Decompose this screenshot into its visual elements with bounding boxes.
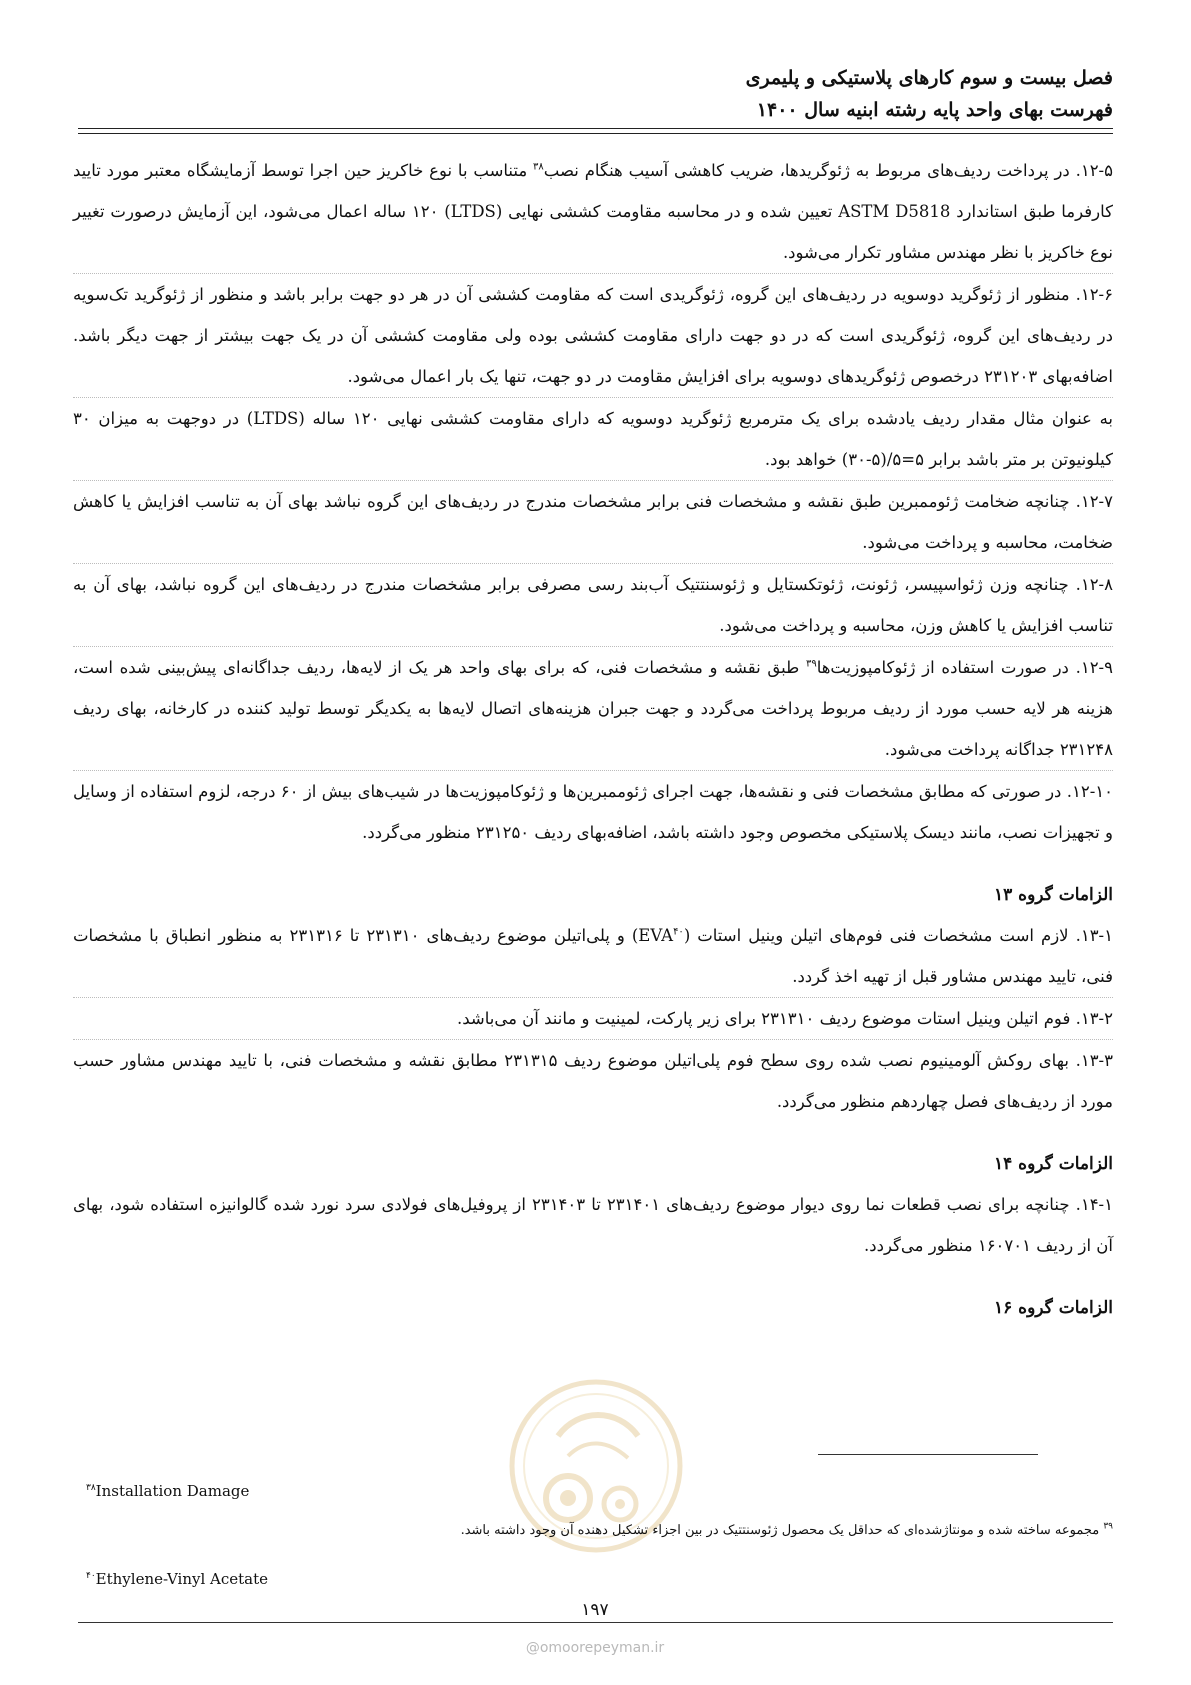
footnote-ref-40: ۴۰ [673,926,684,938]
paragraph-12-5: ۱۲-۵. در پرداخت ردیف‌های مربوط به ژئوگریدها، ضریب کاهشی آسیب هنگام نصب$^{۳۸}$ متناسب با نوع خاکریز حین اجرا توسط آزمایشگاه معتبر مورد تایید کارفرما طبق استاندارد ASTM D5818 تعیین شده و در محاسبه مقاومت کششی نهایی (LTDS) ۱۲۰ ساله اعمال می‌شود، این آزمایش درصورت تغییر نوع خاکریز با نظر مهندس مشاور تکرار می‌شود. [73,161,1113,262]
paragraph-13-1: ۱۳-۱. لازم است مشخصات فنی فوم‌های اتیلن وینیل استات (EVA$^{۴۰}$) و پلی‌اتیلن موضوع ردیف‌های ۲۳۱۳۱۰ تا ۲۳۱۳۱۶ به منظور انطباق با مشخصات فنی، تایید مهندس مشاور قبل از تهیه اخذ گردد. [73,926,1113,986]
chapter-title: فصل بیست و سوم کارهای پلاستیکی و پلیمری [745,67,1113,89]
section-heading-group-13: الزامات گروه ۱۳ [994,885,1113,905]
paragraph-14-1: ۱۴-۱. چنانچه برای نصب قطعات نما روی دیوار موضوع ردیف‌های ۲۳۱۴۰۱ تا ۲۳۱۴۰۳ از پروفیل‌های فولادی سرد نورد شده گالوانیزه استفاده شود، بهای آن از ردیف ۱۶۰۷۰۱ منظور می‌گردد. [73,1195,1113,1255]
paragraph-example: به عنوان مثال مقدار ردیف یادشده برای یک مترمربع ژئوگرید دوسویه که دارای مقاومت کششی نهایی ۱۲۰ ساله (LTDS) در دوجهت به میزان ۳۰ کیلونیوتن بر متر باشد برابر ۵=۵/(۵-۳۰) خواهد بود. [73,397,1113,480]
footer-rule [78,1622,1113,1623]
paragraph-13-2: ۱۳-۲. فوم اتیلن وینیل استات موضوع ردیف ۲۳۱۳۱۰ برای زیر پارکت، لمینیت و مانند آن می‌باشد. [73,997,1113,1039]
header-rule-bottom [78,133,1113,134]
section-heading-group-14: الزامات گروه ۱۴ [994,1154,1113,1174]
footnote-38: $^{۳۸}$Installation Damage [86,1482,250,1500]
paragraph-13-3: ۱۳-۳. بهای روکش آلومینیوم نصب شده روی سطح فوم پلی‌اتیلن موضوع ردیف ۲۳۱۳۱۵ مطابق نقشه و مشخصات فنی، با تایید مهندس مشاور حسب مورد از ردیف‌های فصل چهاردهم منظور می‌گردد. [73,1039,1113,1122]
paragraph-12-6: ۱۲-۶. منظور از ژئوگرید دوسویه در ردیف‌های این گروه، ژئوگریدی است که مقاومت کششی آن در هر دو جهت برابر باشد و منظور از ژئوگرید تک‌سویه در ردیف‌های این گروه، ژئوگریدی است که در دو جهت دارای مقاومت کششی بوده ولی مقاومت کششی آن در یک جهت بیشتر از جهت دیگر باشد. اضافه‌بهای ۲۳۱۲۰۳ درخصوص ژئوگریدهای دوسویه برای افزایش مقاومت در دو جهت، تنها یک بار اعمال می‌شود. [73,273,1113,397]
footnote-40: $^{۴۰}$Ethylene-Vinyl Acetate [86,1570,269,1588]
page-header [73,62,1113,126]
website-watermark: @omoorepeyman.ir [525,1640,665,1656]
paragraph-12-8: ۱۲-۸. چنانچه وزن ژئواسپیسر، ژئونت، ژئوتکستایل و ژئوسنتتیک آب‌بند رسی مصرفی برابر مشخصات مندرج در ردیف‌های این گروه نباشد، بهای آن به تناسب افزایش یا کاهش وزن، محاسبه و پرداخت می‌شود. [73,563,1113,646]
header-rule-top [78,128,1113,129]
paragraph-12-10: ۱۲-۱۰. در صورتی که مطابق مشخصات فنی و نقشه‌ها، جهت اجرای ژئوممبرین‌ها و ژئوکامپوزیت‌ها در شیب‌های بیش از ۶۰ درجه، لزوم استفاده از وسایل و تجهیزات نصب، مانند دیسک پلاستیکی مخصوص وجود داشته باشد، اضافه‌بهای ردیف ۲۳۱۲۵۰ منظور می‌گردد. [73,770,1113,853]
price-list-title: فهرست بهای واحد پایه رشته ابنیه سال ۱۴۰۰ [756,99,1113,121]
page-number: ۱۹۷ [581,1600,609,1620]
footnote-rule [818,1454,1038,1455]
section-heading-group-16: الزامات گروه ۱۶ [994,1298,1113,1318]
footnote-ref-39: ۳۹ [805,658,817,670]
paragraph-12-9: ۱۲-۹. در صورت استفاده از ژئوکامپوزیت‌ها$^{۳۹}$ طبق نقشه و مشخصات فنی، که برای بهای واحد هر یک از لایه‌ها، ردیف جداگانه‌ای پیش‌بینی شده است، هزینه هر لایه حسب مورد از ردیف مربوط پرداخت می‌گردد و جهت جبران هزینه‌های اتصال لایه‌ها به یکدیگر توسط تولید کننده در کارخانه، بهای ردیف ۲۳۱۲۴۸ جداگانه پرداخت می‌شود. [73,646,1113,770]
footnote-39: $^{۳۹}$ مجموعه ساخته شده و مونتاژشده‌ای که حداقل یک محصول ژئوسنتتیک در بین اجزاء تشکیل دهنده آن وجود داشته باشد. [460,1521,1113,1538]
paragraph-12-7: ۱۲-۷. چنانچه ضخامت ژئوممبرین طبق نقشه و مشخصات فنی برابر مشخصات مندرج در ردیف‌های این گروه نباشد بهای آن به تناسب افزایش یا کاهش ضخامت، محاسبه و پرداخت می‌شود. [73,480,1113,563]
footnote-ref-38: ۳۸ [533,161,544,173]
body-text [73,150,1113,1328]
